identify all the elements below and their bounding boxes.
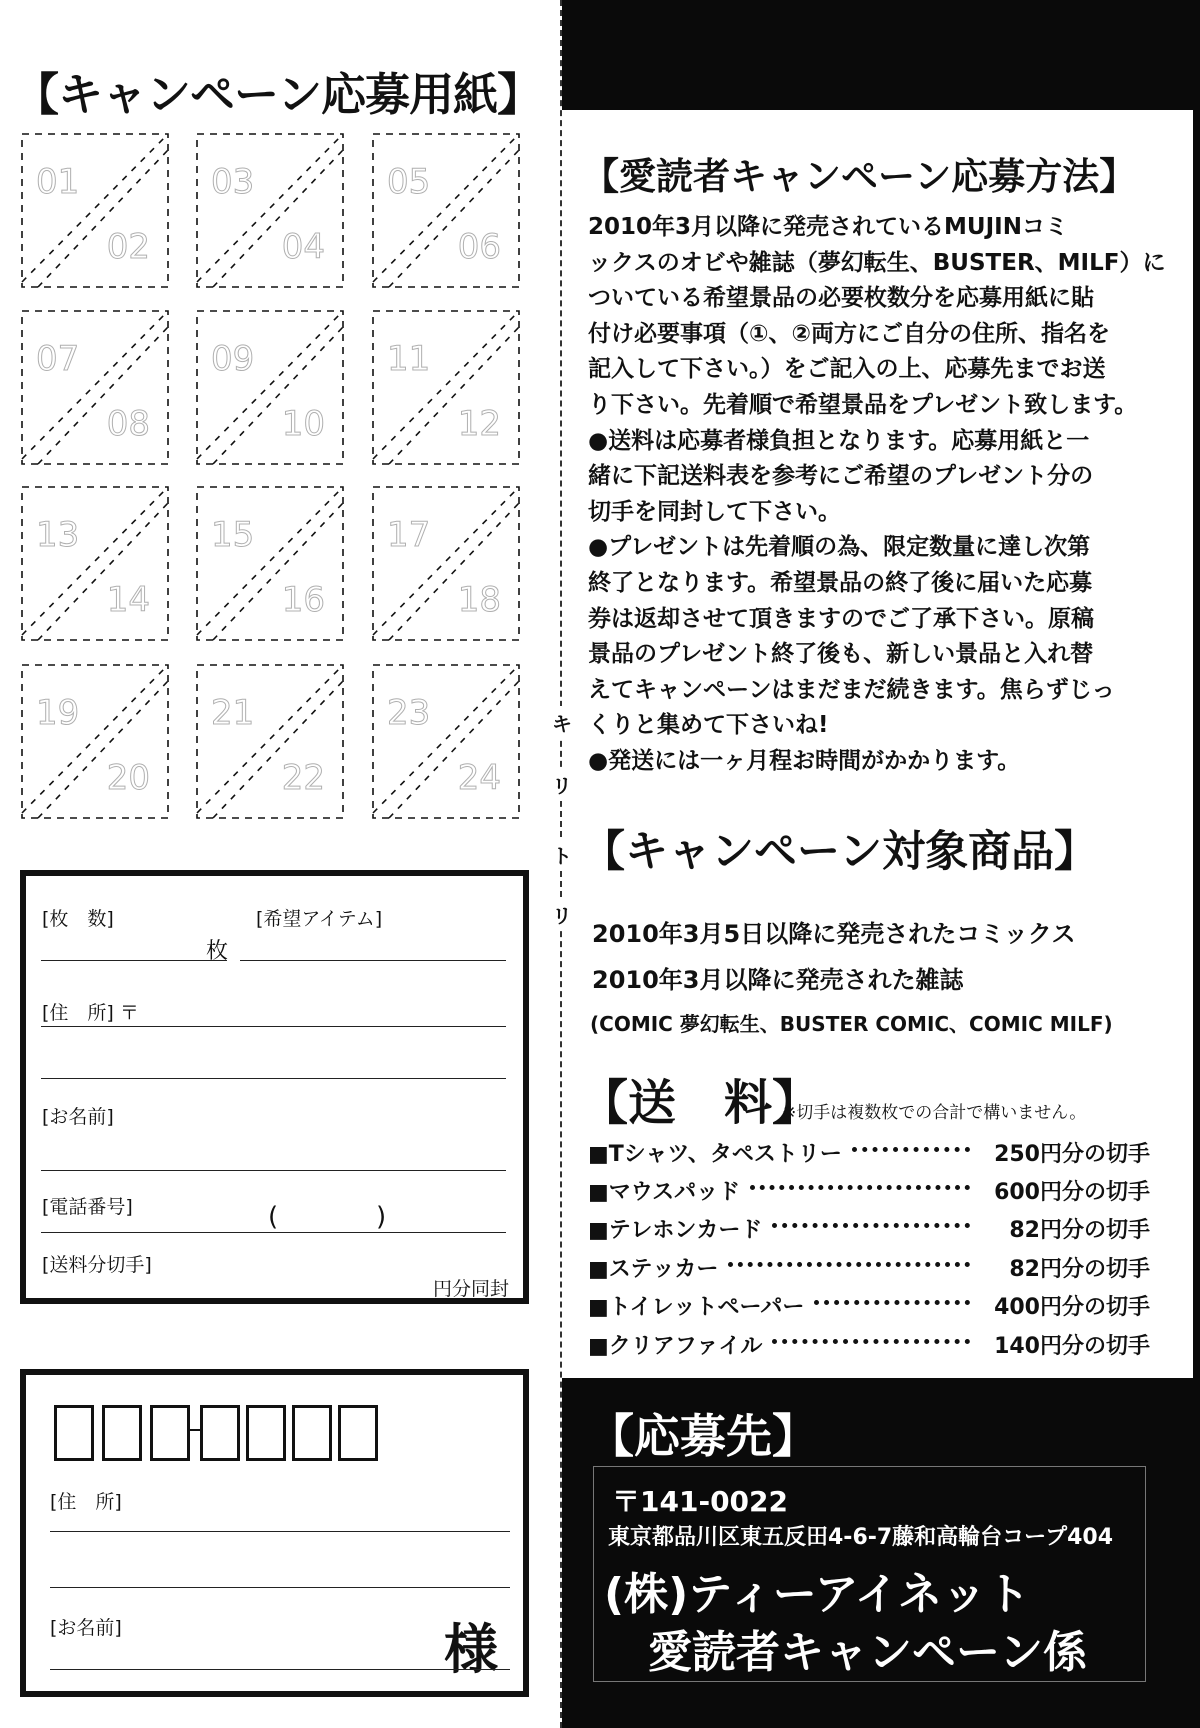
how-to-apply-title: 【愛読者キャンペーン応募方法】 [582, 155, 1137, 198]
honorific-sama: 様 [444, 1618, 498, 1681]
stamp-slot [195, 309, 345, 466]
black-header-band [562, 0, 1200, 110]
count-label: [枚 数] [42, 908, 114, 930]
address-field-1[interactable] [41, 1026, 506, 1027]
stamp-slot-number: 09 [211, 339, 255, 379]
order-form [20, 870, 529, 1304]
zip-box-5[interactable] [246, 1405, 286, 1461]
zip-box-4[interactable] [200, 1405, 240, 1461]
postage-item: ■ステッカー [588, 1256, 719, 1282]
count-field[interactable] [41, 960, 227, 961]
stamp-slot-number: 19 [36, 693, 80, 733]
stamp-slot [371, 485, 521, 642]
instruction-line: ●送料は応募者様負担となります。応募用紙と一 [588, 427, 1090, 454]
leader-dots [772, 1339, 970, 1344]
stamp-slot-number: 11 [387, 339, 431, 379]
postal-code: 〒141-0022 [612, 1485, 788, 1518]
cut-label-ki: キ [552, 706, 572, 739]
zip-box-1[interactable] [54, 1405, 94, 1461]
item-field[interactable] [240, 960, 506, 961]
instruction-line: ●発送には一ヶ月程お時間がかかります。 [588, 748, 1021, 774]
instruction-line: り下さい。先着順で希望景品をプレゼント致します。 [588, 392, 1138, 418]
postage-note: ※切手は複数枚での合計で構いません。 [782, 1103, 1087, 1123]
instruction-line: 2010年3月以降に発売されているMUJINコミ [588, 214, 1068, 240]
stamp-slot-number: 22 [281, 758, 325, 798]
stamp-slot-number: 14 [106, 580, 150, 620]
zip-hyphen [190, 1429, 200, 1431]
postage-row [588, 1327, 1150, 1361]
stamp-label: [送料分切手] [42, 1254, 152, 1276]
leader-dots [750, 1185, 970, 1190]
cut-label-ri: リ [552, 768, 572, 801]
count-unit: 枚 [206, 939, 229, 964]
stamp-slot [195, 663, 345, 820]
postage-cost: 600円分の切手 [994, 1179, 1150, 1205]
stamp-slot [20, 663, 170, 820]
item-label: [希望アイテム] [256, 908, 383, 930]
phone-field[interactable] [41, 1232, 506, 1233]
name-label: [お名前] [42, 1106, 114, 1128]
stamp-slot-number: 15 [211, 515, 255, 555]
postage-cost: 250円分の切手 [994, 1141, 1150, 1167]
phone-label: [電話番号] [42, 1196, 133, 1218]
cut-label-to: ト [552, 838, 572, 871]
cut-label-ri-2: リ [552, 898, 572, 931]
postage-row [588, 1135, 1150, 1169]
address-label-form [20, 1369, 529, 1697]
leader-dots [814, 1300, 970, 1305]
leader-dots [772, 1223, 970, 1228]
stamp-slot [20, 132, 170, 289]
company-name: (株)ティーアイネット [604, 1569, 1031, 1620]
instruction-line: ついている希望景品の必要枚数分を応募用紙に貼 [588, 285, 1094, 312]
stamp-slot-number: 01 [36, 162, 80, 202]
stamp-slot [20, 309, 170, 466]
postage-item: ■マウスパッド [588, 1179, 741, 1205]
postage-cost: 82円分の切手 [1009, 1256, 1150, 1282]
instruction-line: 景品のプレゼント終了後も、新しい景品と入れ替 [588, 641, 1094, 668]
instruction-line: 記入して下さい。）をご記入の上、応募先までお送 [588, 356, 1106, 383]
stamp-slot [195, 485, 345, 642]
leader-dots [728, 1262, 970, 1267]
postage-row [588, 1250, 1150, 1284]
stamp-slot-number: 03 [211, 162, 255, 202]
name-label: [お名前] [50, 1617, 122, 1639]
stamp-slot [371, 132, 521, 289]
phone-open-paren: ( [268, 1202, 279, 1232]
instruction-line: くりと集めて下さいね! [588, 712, 829, 739]
postage-cost: 140円分の切手 [994, 1333, 1150, 1359]
phone-close-paren: ) [376, 1202, 387, 1232]
postage-cost: 82円分の切手 [1009, 1218, 1150, 1244]
instruction-line: ●プレゼントは先着順の為、限定数量に達し次第 [588, 534, 1091, 561]
instruction-line: 緒に下記送料表を参考にご希望のプレゼント分の [588, 463, 1094, 490]
name-field[interactable] [50, 1669, 510, 1670]
target-magazines: 2010年3月以降に発売された雑誌 [592, 966, 964, 994]
panel-edge [1193, 110, 1200, 1378]
target-products-title: 【キャンペーン対象商品】 [582, 827, 1098, 877]
stamp-slot [371, 663, 521, 820]
postage-item: ■Tシャツ、タペストリー [588, 1141, 842, 1167]
stamp-slot [20, 485, 170, 642]
stamp-slot-number: 05 [387, 162, 431, 202]
department-name: 愛読者キャンペーン係 [648, 1627, 1088, 1678]
stamp-slot-number: 12 [457, 404, 501, 444]
instruction-line: 券は返却させて頂きますのでご了承下さい。原稿 [588, 605, 1094, 632]
instruction-line: ックスのオビや雑誌（夢幻転生、BUSTER、MILF）に [588, 249, 1166, 276]
postage-row [588, 1173, 1150, 1207]
name-field[interactable] [41, 1170, 506, 1171]
instruction-line: 切手を同封して下さい。 [588, 498, 841, 525]
target-comics: 2010年3月5日以降に発売されたコミックス [592, 920, 1076, 948]
instruction-line: えてキャンペーンはまだまだ続きます。焦らずじっ [588, 676, 1115, 703]
stamp-slot-number: 08 [106, 404, 150, 444]
stamp-slot-number: 16 [281, 580, 325, 620]
zip-box-6[interactable] [292, 1405, 332, 1461]
application-form-title: 【キャンペーン応募用紙】 [14, 68, 542, 121]
postage-cost: 400円分の切手 [994, 1295, 1150, 1321]
leader-dots [852, 1147, 970, 1152]
stamp-slot-number: 20 [106, 758, 150, 798]
stamp-slot-number: 07 [36, 339, 80, 379]
postage-item: ■クリアファイル [588, 1333, 763, 1359]
postage-row [588, 1289, 1150, 1323]
address-label: [住 所] [50, 1491, 122, 1513]
street-address: 東京都品川区東五反田4-6-7藤和高輪台コープ404 [608, 1525, 1114, 1550]
address-field-2[interactable] [50, 1587, 510, 1588]
postage-item: ■トイレットペーパー [588, 1295, 805, 1321]
zip-box-7[interactable] [338, 1405, 378, 1461]
stamp-slot-number: 21 [211, 693, 255, 733]
stamp-slot-number: 10 [281, 404, 325, 444]
instruction-line: 付け必要事項（①、②両方にご自分の住所、指名を [588, 320, 1110, 347]
address-field-2[interactable] [41, 1078, 506, 1079]
address-field-1[interactable] [50, 1531, 510, 1532]
postage-row [588, 1212, 1150, 1246]
zip-box-3[interactable] [150, 1405, 190, 1461]
destination-title: 【応募先】 [588, 1409, 818, 1463]
postage-item: ■テレホンカード [588, 1218, 763, 1244]
stamp-slot-number: 17 [387, 515, 431, 555]
stamp-slot-number: 02 [106, 227, 150, 267]
stamp-slot-number: 18 [457, 580, 501, 620]
postage-title: 【送 料】 [580, 1075, 821, 1131]
stamp-slot-number: 23 [387, 693, 431, 733]
address-label: [住 所] 〒 [42, 1002, 139, 1024]
instruction-line: 終了となります。希望景品の終了後に届いた応募 [588, 570, 1093, 596]
stamp-slot [371, 309, 521, 466]
stamp-slot-number: 04 [281, 227, 325, 267]
stamp-slot-number: 06 [457, 227, 501, 267]
stamp-slot [195, 132, 345, 289]
target-magazine-list: (COMIC 夢幻転生、BUSTER COMIC、COMIC MILF) [590, 1012, 1113, 1036]
zip-box-2[interactable] [102, 1405, 142, 1461]
stamp-slot-number: 24 [457, 758, 501, 798]
stamp-unit: 円分同封 [432, 1278, 509, 1300]
stamp-slot-number: 13 [36, 515, 80, 555]
